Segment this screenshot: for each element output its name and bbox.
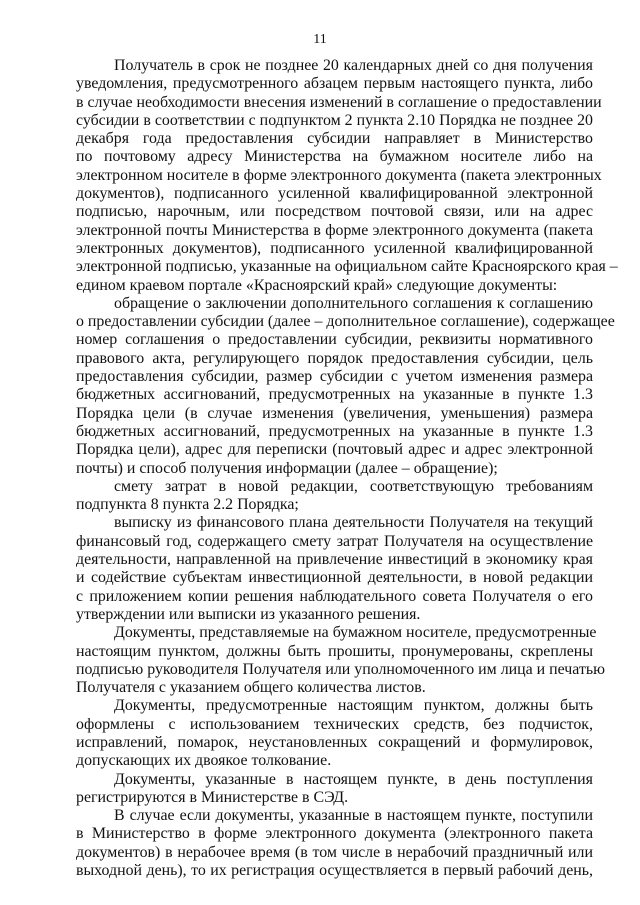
text-line: подписью, нарочным, или посредством почтовой связи, или на адрес	[76, 203, 593, 221]
text-line: Получателя с указанием общего количества листов.	[76, 679, 426, 697]
text-line: почты) и способ получения информации (далее – обращение);	[76, 459, 498, 477]
paragraph	[76, 807, 593, 880]
text-line: оформлены с использованием технических средств, без подчисток,	[76, 715, 593, 733]
text-line: субсидии в соответствии с подпунктом 2 пункта 2.10 Порядка не позднее 20	[76, 111, 593, 129]
text-line: едином краевом портале «Красноярский край» следующие документы:	[76, 276, 558, 294]
paragraph	[76, 697, 593, 770]
text-line: декабря года предоставления субсидии направляет в Министерство	[76, 130, 593, 148]
text-line: Порядка цели (в случае изменения (увеличения, уменьшения) размера	[76, 404, 593, 422]
text-line: утверждении или выписки из указанного решения.	[76, 605, 421, 623]
text-line: электронной подписью, указанные на официальном сайте Красноярского края –	[76, 258, 618, 276]
text-line: о предоставлении субсидии (далее – дополнительное соглашение), содержащее	[76, 313, 615, 331]
text-line: Документы, указанные в настоящем пункте, в день поступления	[114, 770, 593, 788]
text-line: выходной день), то их регистрация осуществляется в первый рабочий день,	[76, 862, 593, 880]
text-line: Документы, представляемые на бумажном носителе, предусмотренные	[114, 624, 597, 642]
text-line: подпункта 8 пункта 2.2 Порядка;	[76, 496, 299, 514]
text-line: финансовый год, содержащего смету затрат Получателя на осуществление	[76, 532, 593, 550]
text-line: электронном носителе в форме электронного документа (пакета электронных	[76, 166, 602, 184]
text-line: Документы, предусмотренные настоящим пунктом, должны быть	[114, 697, 593, 715]
text-line: правового акта, регулирующего порядок предоставления субсидии, цель	[76, 349, 593, 367]
text-line: Получатель в срок не позднее 20 календарных дней со дня получения	[114, 57, 593, 74]
paragraph	[76, 294, 615, 478]
text-line: уведомления, предусмотренного абзацем первым настоящего пункта, либо	[76, 75, 593, 93]
text-line: с приложением копии решения наблюдательного совета Получателя о его	[76, 587, 593, 605]
paragraph	[76, 478, 593, 515]
paragraph	[76, 771, 593, 808]
text-line: электронной почты Министерства в форме электронного документа (пакета	[76, 221, 593, 239]
paragraph	[76, 624, 606, 697]
document-body	[76, 57, 618, 880]
paragraph	[76, 57, 618, 295]
text-line: и содействие субъектам инвестиционной деятельности, в новой редакции	[76, 569, 593, 587]
text-line: подписью руководителя Получателя или уполномоченного им лица и печатью	[76, 660, 606, 678]
text-line: бюджетных ассигнований, предусмотренных на указанные в пункте 1.3	[76, 386, 593, 404]
text-line: В случае если документы, указанные в настоящем пункте, поступили	[114, 807, 593, 825]
text-line: электронных документов), подписанного усиленной квалифицированной	[76, 239, 593, 257]
text-line: исправлений, помарок, неустановленных сокращений и формулировок,	[76, 733, 593, 751]
paragraph	[76, 514, 593, 624]
text-line: в Министерство в форме электронного документа (электронного пакета	[76, 825, 593, 843]
text-line: смету затрат в новой редакции, соответствующую требованиям	[114, 477, 593, 495]
text-line: допускающих их двоякое толкование.	[76, 752, 332, 770]
text-line: предоставления субсидии, размер субсидии с учетом изменения размера	[76, 368, 593, 386]
text-line: по почтовому адресу Министерства на бумажном носителе либо на	[76, 148, 593, 166]
text-line: Порядка цели), адрес для переписки (почтовый адрес и адрес электронной	[76, 441, 593, 459]
page-number: 11	[313, 32, 327, 47]
text-line: настоящим пунктом, должны быть прошиты, пронумерованы, скреплены	[76, 642, 593, 660]
text-line: регистрируются в Министерстве в СЭД.	[76, 788, 349, 806]
text-line: номер соглашения о предоставлении субсидии, реквизиты нормативного	[76, 331, 593, 349]
text-line: деятельности, направленной на привлечение инвестиций в экономику края	[76, 551, 593, 569]
text-line: в случае необходимости внесения изменений в соглашение о предоставлении	[76, 93, 602, 111]
text-line: выписку из финансового плана деятельности Получателя на текущий	[114, 514, 593, 532]
text-line: обращение о заключении дополнительного соглашения к соглашению	[114, 294, 593, 312]
text-line: бюджетных ассигнований, предусмотренных на указанные в пункте 1.3	[76, 422, 593, 440]
text-line: документов), подписанного усиленной квалифицированной электронной	[76, 185, 593, 203]
text-line: документов) в нерабочее время (в том числе в нерабочий праздничный или	[76, 843, 593, 861]
